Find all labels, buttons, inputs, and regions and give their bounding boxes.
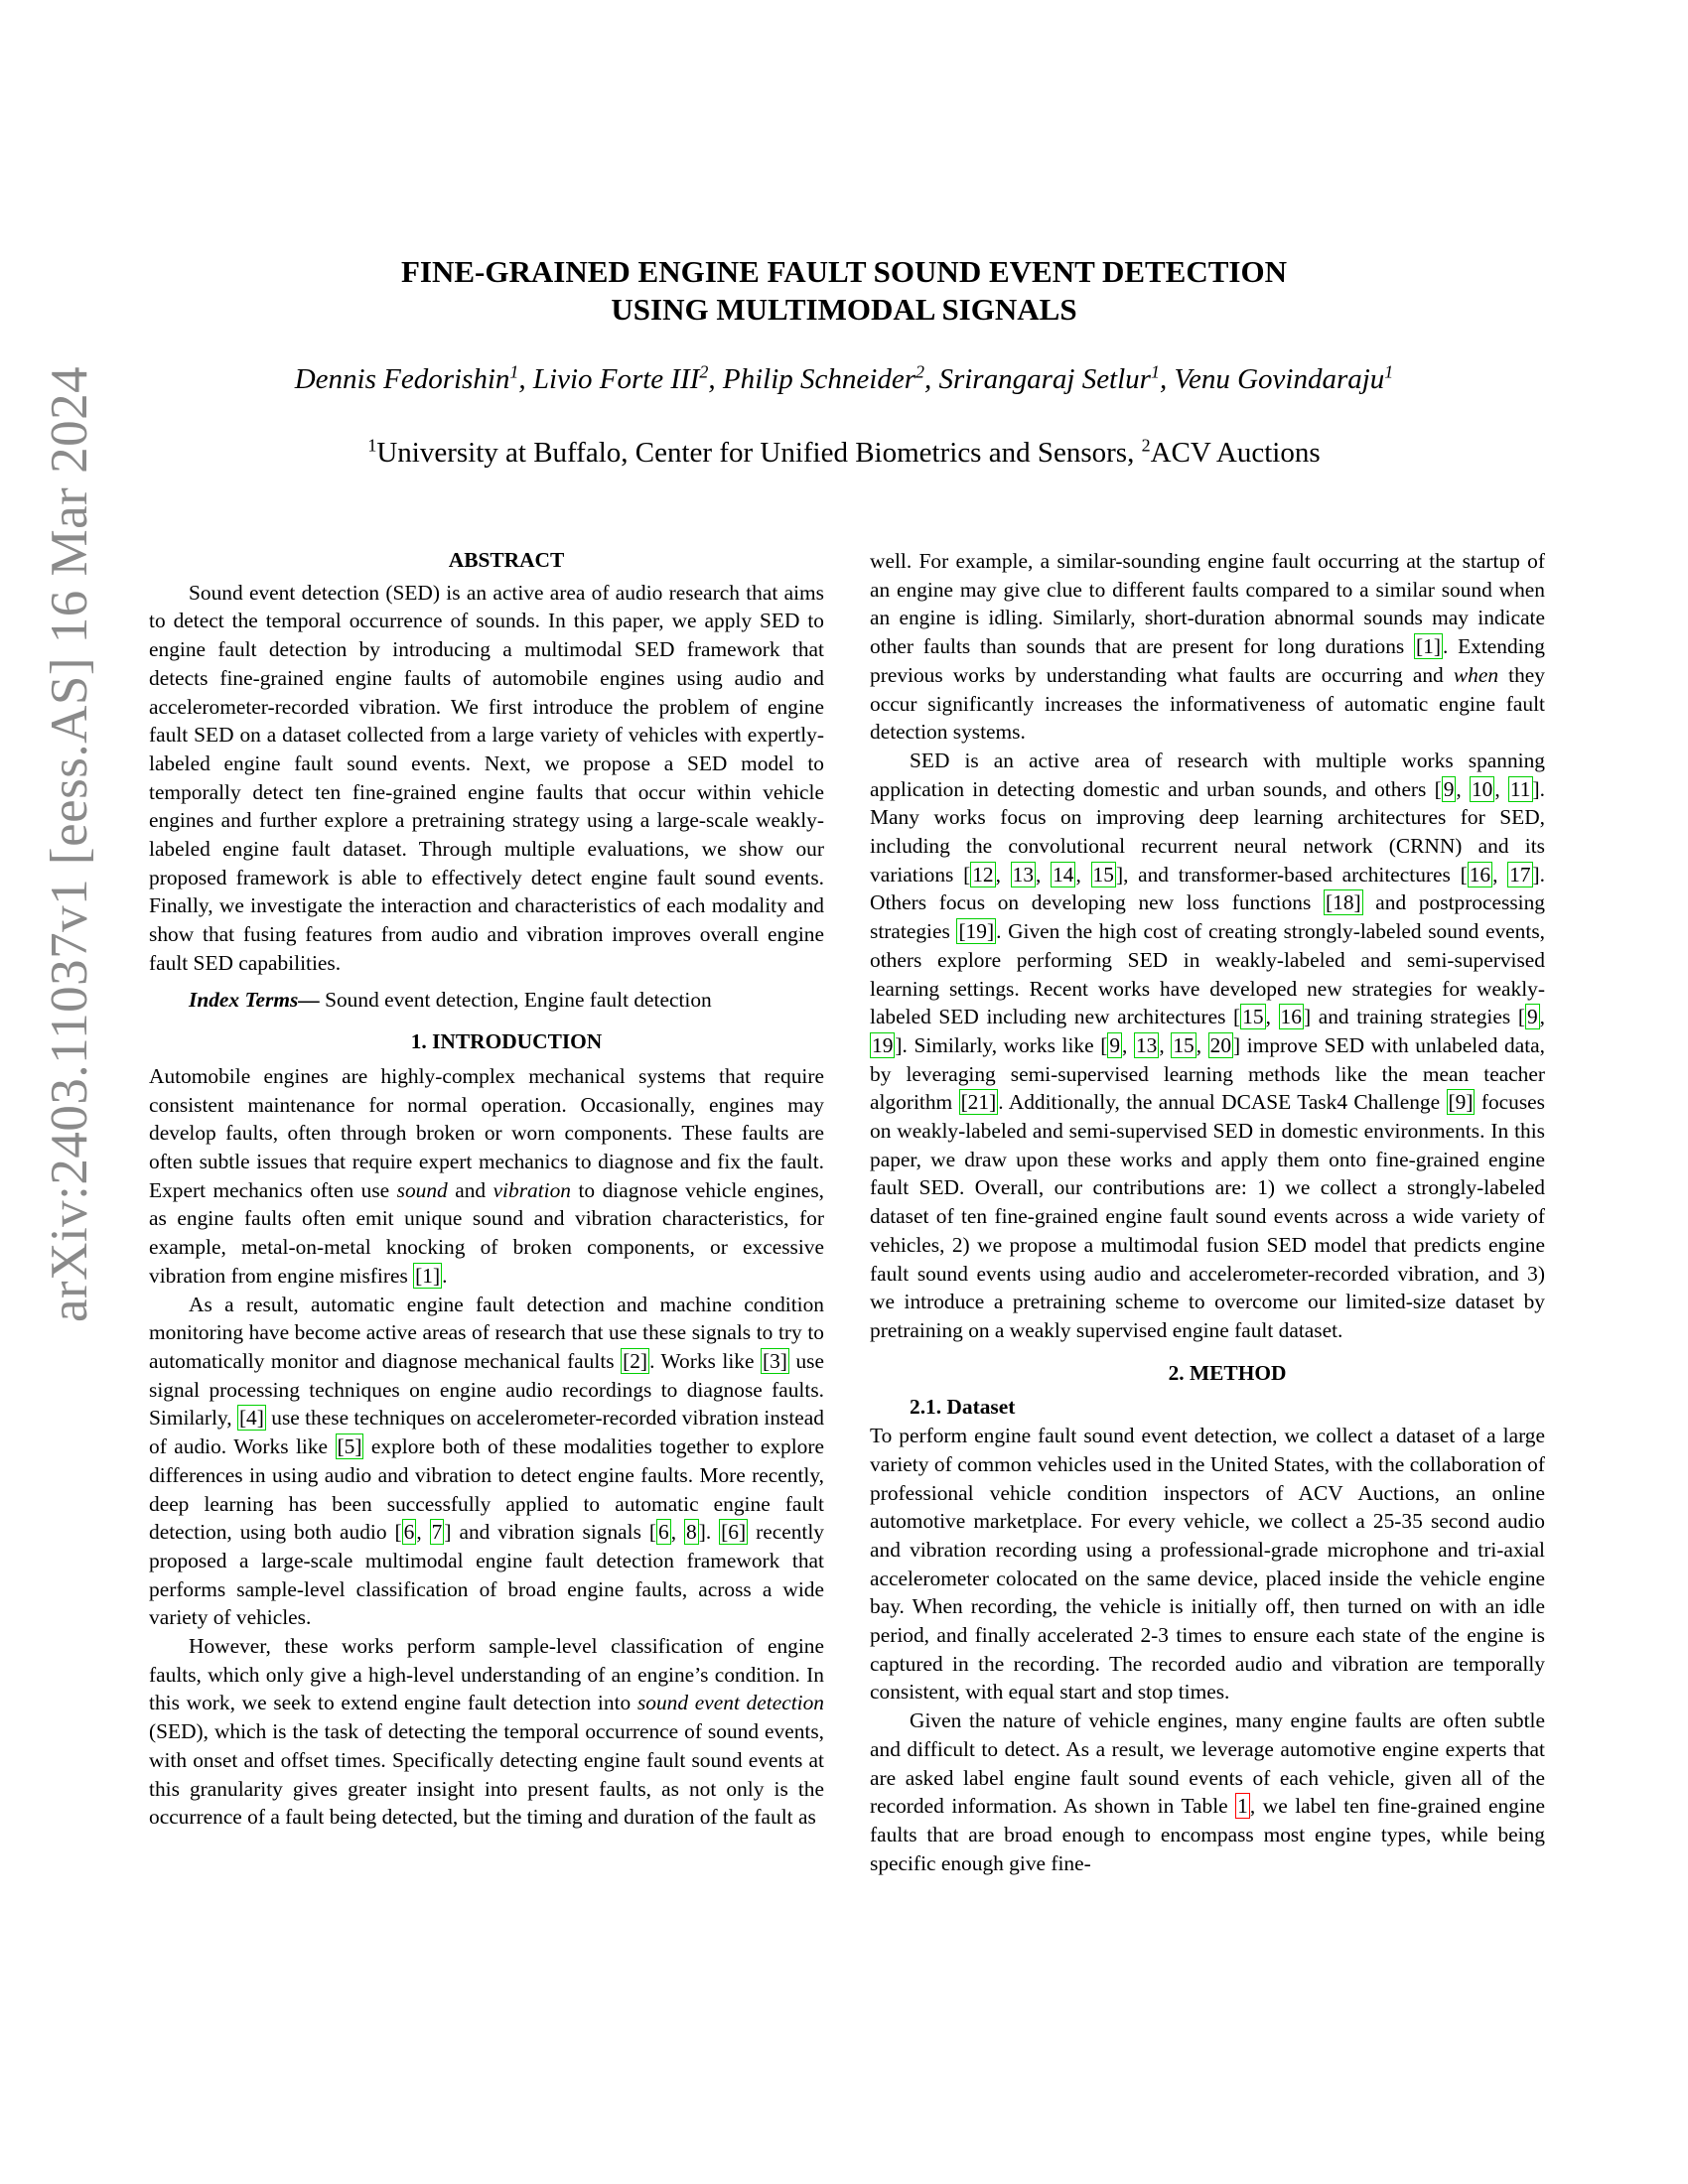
intro-paragraph-3: However, these works perform sample-level classification of engine faults, which only give a high-level understanding of an engine’s condition. In this work, we seek to extend engine fault detection into sound event detection (SED), which is the task of detecting the temporal occurrence of sound events, with onset and offset times. Specifically detecting engine fault sound events at this granularity gives greater insight into present faults, as not only is the occurrence of a fault being detected, but the timing and duration of the fault as [149, 1634, 825, 1830]
intro-paragraph-4: SED is an active area of research with multiple works spanning application in detecting domestic and urban sounds, and others [9, 10, 11]. Many works focus on improving deep learning architectures for SED, including the convolutional recurrent neural network (CRNN) and its variations [12, 13, 14, 15], and transformer-based architectures [16, 17]. Others focus on developing new loss functions [18] and postprocessing strategies [19]. Given the high cost of creating strongly-labeled sound events, others explore performing SED in weakly-labeled and semi-supervised learning settings. Recent works have developed new strategies for weakly-labeled SED including new architectures [15, 16] and training strategies [9, 19]. Similarly, works like [9, 13, 15, 20] improve SED with unlabeled data, by leveraging semi-supervised learning methods like the mean teacher algorithm [21]. Additionally, the annual DCASE Task4 Challenge [9] focuses on weakly-labeled and semi-supervised SED in domestic environments. In this paper, we draw upon these works and apply them onto fine-grained engine fault SED. Overall, our contributions are: 1) we collect a strongly-labeled dataset of ten fine-grained engine fault sound events across a wide variety of vehicles, 2) we propose a multimodal fusion SED model that predicts engine fault sound events using audio and accelerometer-recorded vibration, and 3) we introduce a pretraining scheme to overcome our limited-size dataset by pretraining on a weakly supervised engine fault dataset. [870, 748, 1546, 1342]
title-line-2: USING MULTIMODAL SIGNALS [611, 292, 1077, 327]
intro-paragraph-3-continued: well. For example, a similar-sounding engine fault occurring at the startup of an engine may give clue to different faults compared to a similar sound when an engine is idling. Similarly, short-duration abnormal sounds may indicate other faults than sounds that are present for long durations [1]. Extending previous works by understanding what faults are occurring and when they occur significantly increases the informativeness of automatic engine fault detection systems. [870, 549, 1545, 745]
citation-link[interactable]: [2] [623, 1348, 648, 1373]
citation-link[interactable]: 6 [403, 1520, 415, 1545]
citation-link[interactable]: 13 [1012, 862, 1035, 887]
citation-link[interactable]: 6 [658, 1520, 669, 1545]
citation-link[interactable]: 16 [1280, 1005, 1302, 1029]
citation-link[interactable]: 10 [1471, 776, 1493, 801]
affiliations: $^1$University at Buffalo, Center for Unified Biometrics and Sensors, $^2$ACV Auctions [367, 435, 1321, 469]
citation-link[interactable]: 8 [686, 1520, 697, 1545]
index-terms: Index Terms— Sound event detection, Engine fault detection [189, 987, 712, 1012]
abstract-body: Sound event detection (SED) is an active area of audio research that aims to detect the temporal occurrence of sounds. In this paper, we apply SED to engine fault detection by introducing a multimodal SED framework that detects fine-grained engine faults of automobile engines using audio and accelerometer-recorded vibration. We first introduce the problem of engine fault SED on a dataset collected from a large variety of vehicles with expertly-labeled engine fault sound events. Next, we propose a SED model to temporally detect ten fine-grained engine faults that occur within vehicle engines and further explore a pretraining strategy using a large-scale weakly-labeled engine fault dataset. Through multiple evaluations, we show our proposed framework is able to effectively detect engine fault sound events. Finally, we investigate the interaction and characteristics of each modality and show that fusing features from audio and vibration improves overall engine fault SED capabilities. [149, 580, 824, 975]
author: Venu Govindaraju [1174, 363, 1385, 395]
left-column [149, 546, 824, 1832]
citation-link[interactable]: 16 [1469, 862, 1491, 887]
citation-link[interactable]: 15 [1092, 862, 1114, 887]
author-list: Dennis Fedorishin$^1$, Livio Forte III$^2$, Philip Schneider$^2$, Srirangaraj Setlur$^1$, Venu Govindaraju$^1$ [294, 361, 1394, 395]
citation-link[interactable]: 17 [1509, 862, 1531, 887]
citation-link[interactable]: 12 [972, 862, 994, 887]
abstract-heading: ABSTRACT [448, 548, 565, 572]
citation-link[interactable]: [19] [958, 919, 995, 944]
table-reference-link[interactable]: 1 [1237, 1794, 1248, 1819]
citation-link[interactable]: 14 [1053, 862, 1074, 887]
arxiv-identifier: arXiv:2403.11037v1 [eess.AS] 16 Mar 2024 [41, 365, 98, 1322]
intro-paragraph-1: Automobile engines are highly-complex mechanical systems that require consistent maintenance for normal operation. Occasionally, engines may develop faults, often through broken or worn components. These faults are often subtle issues that require expert mechanics to diagnose and fix the fault. Expert mechanics often use sound and vibration to diagnose vehicle engines, as engine faults often emit unique sound and vibration characteristics, for example, metal-on-metal knocking of broken components, or excessive vibration from engine misfires [1]. [149, 1063, 824, 1288]
citation-link[interactable]: [4] [238, 1406, 264, 1431]
citation-link[interactable]: 9 [1526, 1005, 1538, 1029]
author: Srirangaraj Setlur [938, 363, 1151, 395]
citation-link[interactable]: [9] [1448, 1090, 1474, 1115]
citation-link[interactable]: [1] [1416, 634, 1441, 659]
dataset-paragraph-1: To perform engine fault sound event detection, we collect a dataset of a large variety of common vehicles used in the United States, with the collaboration of professional vehicle condition inspectors of ACV Auctions, an online automotive marketplace. For every vehicle, we collect a 25-35 second audio and vibration recording using a professional-grade microphone and tri-axial accelerometer colocated on the same device, placed inside the vehicle engine bay. When recording, the vehicle is initially off, then turned on with an idle period, and finally accelerated 2-3 times to ensure each state of the engine is captured in the recording. The recorded audio and vibration are temporally consistent, with equal start and stop times. [870, 1424, 1545, 1705]
citation-link[interactable]: 7 [431, 1520, 443, 1545]
intro-paragraph-2: As a result, automatic engine fault detection and machine condition monitoring have become active areas of research that use these signals to try to automatically monitor and diagnose mechanical faults [2]. Works like [3] use signal processing techniques on engine audio recordings to diagnose faults. Similarly, [4] use these techniques on accelerometer-recorded vibration instead of audio. Works like [5] explore both of these modalities together to explore differences in using audio and vibration to detect engine faults. More recently, deep learning has been successfully applied to automatic engine fault detection, using both audio [6, 7] and vibration signals [6, 8]. [6] recently proposed a large-scale multimodal engine fault detection framework that performs sample-level classification of broad engine faults, across a wide variety of vehicles. [149, 1292, 824, 1630]
citation-link[interactable]: [18] [1326, 890, 1361, 915]
author: Livio Forte III [532, 363, 700, 395]
citation-link[interactable]: 20 [1209, 1032, 1232, 1057]
subsection-dataset-heading: 2.1. Dataset [910, 1395, 1016, 1420]
section-method-heading: 2. METHOD [1168, 1360, 1287, 1385]
citation-link[interactable]: 13 [1135, 1032, 1158, 1057]
right-column [870, 547, 1545, 1877]
citation-link[interactable]: [3] [762, 1348, 787, 1373]
citation-link[interactable]: 11 [1509, 776, 1531, 801]
citation-link[interactable]: 19 [872, 1032, 894, 1057]
dataset-paragraph-2: Given the nature of vehicle engines, many engine faults are often subtle and difficult to detect. As a result, we leverage automotive engine experts that are asked label engine fault sound events of each vehicle, given all of the recorded information. As shown in Table 1, we label ten fine-grained engine faults that are broad enough to encompass most engine types, while being specific enough give fine- [870, 1708, 1545, 1875]
citation-link[interactable]: [6] [721, 1520, 747, 1545]
citation-link[interactable]: [1] [415, 1263, 441, 1288]
title-line-1: FINE-GRAINED ENGINE FAULT SOUND EVENT DETECTION [400, 254, 1287, 289]
citation-link[interactable]: 9 [1109, 1032, 1121, 1057]
citation-link[interactable]: 15 [1173, 1032, 1195, 1057]
section-introduction-heading: 1. INTRODUCTION [410, 1029, 603, 1054]
citation-link[interactable]: 15 [1242, 1005, 1264, 1029]
citation-link[interactable]: [5] [337, 1434, 362, 1459]
citation-link[interactable]: [21] [960, 1090, 997, 1115]
citation-link[interactable]: 9 [1443, 776, 1455, 801]
author: Dennis Fedorishin [294, 363, 510, 395]
paper-title [149, 253, 1539, 329]
author: Philip Schneider [722, 363, 915, 395]
